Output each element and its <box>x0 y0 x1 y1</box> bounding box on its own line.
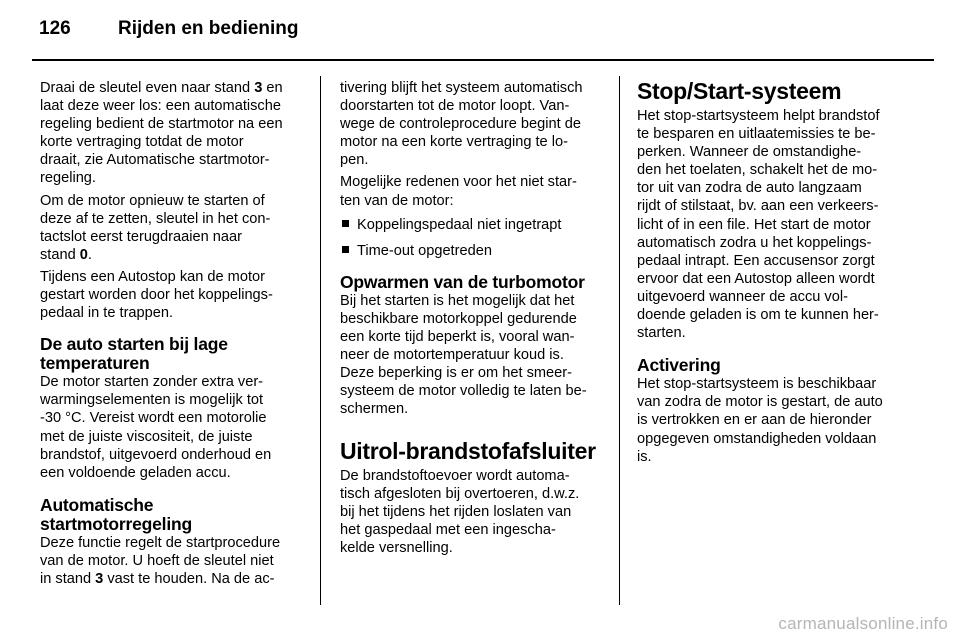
text-line: tor uit van zodra de auto langzaam <box>637 180 862 197</box>
text-line: uitgevoerd wanneer de accu vol- <box>637 288 848 305</box>
text-line: tactslot eerst terugdraaien naar <box>40 228 242 245</box>
column-divider <box>619 76 620 605</box>
heading-line: startmotorregeling <box>40 513 192 534</box>
text-line: het gaspedaal met een ingescha- <box>340 521 556 538</box>
column-3 <box>637 79 912 466</box>
text-line: tisch afgesloten bij overtoeren, d.w.z. <box>340 485 580 502</box>
text-line: regeling bedient de startmotor na een <box>40 116 283 133</box>
text-line: is. <box>637 448 652 465</box>
text-line: Bij het starten is het mogelijk dat het <box>340 292 575 309</box>
text-span: Draai de sleutel even naar stand <box>40 80 255 96</box>
section-heading <box>40 496 310 534</box>
text-line: deze af te zetten, sleutel in het con- <box>40 210 271 227</box>
text-line: Het stop-startsysteem helpt brandstof <box>637 108 880 124</box>
text-line: schermen. <box>340 401 409 418</box>
text-line: met de juiste viscositeit, de juiste <box>40 428 253 445</box>
text-line: rijdt of stilstaat, bv. aan een verkeers- <box>637 198 879 215</box>
bold-value: 0 <box>79 246 88 263</box>
text-line: wege de controleprocedure begint de <box>340 116 581 133</box>
column-divider <box>320 76 321 605</box>
text-line: een korte tijd beperkt is, vooral wan- <box>340 329 575 346</box>
text-line: systeem de motor volledig te laten be- <box>340 383 587 400</box>
text-line: Tijdens een Autostop kan de motor <box>40 268 265 285</box>
text-line: pen. <box>340 152 369 169</box>
text-span: vast te houden. Na de ac- <box>103 570 275 587</box>
text-line: De brandstoftoevoer wordt automa- <box>340 467 570 484</box>
text-line: beschikbare motorkoppel gedurende <box>340 310 577 327</box>
page-number: 126 <box>39 18 71 39</box>
text-line: Deze beperking is er om het smeer- <box>340 365 572 382</box>
watermark: carmanualsonline.info <box>778 614 948 633</box>
section-heading: Stop/Start-systeem <box>637 78 842 104</box>
text-line: doorstarten tot de motor loopt. Van- <box>340 98 570 115</box>
section-heading: Uitrol-brandstofafsluiter <box>340 437 596 464</box>
text-line: korte vertraging totdat de motor <box>40 134 244 151</box>
list-item <box>340 216 610 234</box>
text-line: kelde versnelling. <box>340 539 453 556</box>
heading-line: temperaturen <box>40 353 150 374</box>
paragraph <box>637 375 912 465</box>
text-line: automatisch zodra u het koppelings- <box>637 234 872 251</box>
text-line: starten. <box>637 325 686 342</box>
text-line: laat deze weer los: een automatische <box>40 98 281 115</box>
paragraph <box>340 173 610 209</box>
text-line: ervoor dat een Autostop alleen wordt <box>637 270 875 287</box>
text-line: tivering blijft het systeem automatisch <box>340 80 583 96</box>
text-span: in stand <box>40 570 96 587</box>
text-line: een voldoende geladen accu. <box>40 464 231 481</box>
text-line: Om de motor opnieuw te starten of <box>40 192 265 209</box>
text-line: opgegeven omstandigheden voldaan <box>637 430 877 447</box>
text-line: De motor starten zonder extra ver- <box>40 374 264 391</box>
paragraph <box>637 107 912 342</box>
paragraph <box>40 534 310 588</box>
square-bullet-icon <box>342 220 349 227</box>
text-line: bij het tijdens het rijden loslaten van <box>340 503 572 520</box>
bullet-list <box>340 216 610 260</box>
bold-value: 3 <box>95 570 104 587</box>
square-bullet-icon <box>342 246 349 253</box>
text-line: van zodra de motor is gestart, de auto <box>637 394 883 411</box>
paragraph <box>40 268 310 322</box>
text-line: motor na een korte vertraging te lo- <box>340 134 568 151</box>
bold-value: 3 <box>254 80 263 96</box>
text-line: Mogelijke redenen voor het niet star- <box>340 174 577 191</box>
text-line: draait, zie Automatische startmotor- <box>40 152 270 169</box>
text-line: Het stop-startsysteem is beschikbaar <box>637 376 877 393</box>
text-line: Deze functie regelt de startprocedure <box>40 534 281 551</box>
text-line: pedaal in te trappen. <box>40 305 174 322</box>
paragraph <box>340 292 610 419</box>
paragraph <box>40 192 310 264</box>
text-line <box>40 79 310 97</box>
column-2 <box>340 79 610 557</box>
section-heading: Activering <box>637 355 721 376</box>
list-item-text: Time-out opgetreden <box>357 242 492 259</box>
text-line <box>40 246 310 264</box>
text-line: den het toelaten, schakelt het de mo- <box>637 162 878 179</box>
section-heading <box>40 335 310 373</box>
text-line: neer de motortemperatuur koud is. <box>340 347 564 364</box>
text-line <box>40 570 310 588</box>
header-rule <box>32 59 934 61</box>
paragraph <box>340 79 610 169</box>
paragraph <box>40 79 310 188</box>
text-line: ten van de motor: <box>340 192 454 209</box>
page-header <box>32 18 934 48</box>
text-line: -30 °C. Vereist wordt een motorolie <box>40 410 267 427</box>
paragraph <box>40 373 310 482</box>
chapter-title: Rijden en bediening <box>118 18 299 39</box>
text-line: gestart worden door het koppelings- <box>40 287 273 304</box>
text-line: warmingselementen is mogelijk tot <box>40 392 264 409</box>
text-line: brandstof, uitgevoerd onderhoud en <box>40 446 272 463</box>
list-item-text: Koppelingspedaal niet ingetrapt <box>357 216 562 233</box>
text-span: en <box>262 80 283 96</box>
list-item <box>340 242 610 260</box>
column-1 <box>40 79 310 588</box>
heading-line: De auto starten bij lage <box>40 334 228 355</box>
text-line: pedaal intrapt. Een accusensor zorgt <box>637 252 875 269</box>
text-line: te besparen en uitlaatemissies te be- <box>637 126 876 143</box>
paragraph <box>340 467 610 557</box>
text-line: perken. Wanneer de omstandighe- <box>637 144 862 161</box>
text-line: doende geladen is om te kunnen her- <box>637 307 879 324</box>
text-span: stand <box>40 246 80 263</box>
text-span: . <box>87 246 92 263</box>
text-line: licht of in een file. Het start de motor <box>637 216 871 233</box>
text-line: is vertrokken en er aan de hieronder <box>637 412 872 429</box>
heading-line: Automatische <box>40 494 154 515</box>
text-line: van de motor. U hoeft de sleutel niet <box>40 552 274 569</box>
section-heading: Opwarmen van de turbomotor <box>340 271 585 292</box>
text-line: regeling. <box>40 170 96 187</box>
